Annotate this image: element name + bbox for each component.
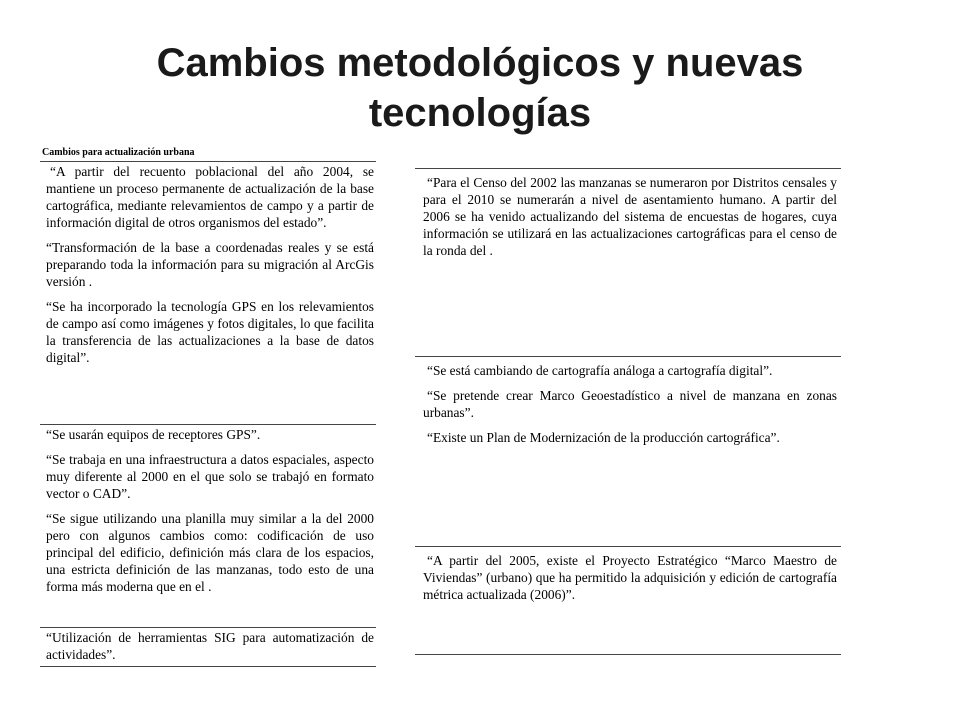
table-cell: [40, 425, 376, 628]
slide-title-line-1: Cambios metodológicos y nuevas: [156, 41, 804, 85]
paragraph: “Se ha incorporado la tecnología GPS en los relevamientos de campo así como imágenes y fotos digitales, lo que facilita la transferencia de las actualizaciones a la base de datos digital”.: [46, 299, 374, 365]
paragraph: “Transformación de la base a coordenadas reales y se está preparando toda la información para su migración al ArcGis versión .: [46, 240, 374, 289]
paragraph: “Para el Censo del 2002 las manzanas se numeraron por Distritos censales y para el 2010 se numerarán a nivel de asentamiento humano. A partir del 2006 se ha venido actualizando del sistema de encuestas de hogares, cuya información se utilizará en las actualizaciones cartográficas para el censo de la ronda del .: [423, 175, 837, 258]
table-cell: [40, 162, 376, 425]
table-cell: [415, 168, 841, 356]
paragraph: “Se usarán equipos de receptores GPS”.: [46, 427, 261, 442]
slide-title: [80, 38, 880, 138]
paragraph: “Se sigue utilizando una planilla muy similar a la del 2000 pero con algunos cambios como: codificación de uso principal del edificio, definición más clara de los espacios, una estricta definición de las manzanas, todo esto de una forma más moderna que en el .: [46, 511, 374, 594]
paragraph: “Existe un Plan de Modernización de la producción cartográfica”.: [427, 430, 780, 445]
paragraph: “Se pretende crear Marco Geoestadístico a nivel de manzana en zonas urbanas”.: [423, 388, 837, 420]
table-cell: [415, 356, 841, 546]
paragraph: “Utilización de herramientas SIG para automatización de actividades”.: [46, 630, 374, 662]
slide-title-line-2: tecnologías: [368, 91, 592, 135]
table-header: Cambios para actualización urbana: [40, 146, 376, 162]
left-column-table: [40, 146, 376, 667]
paragraph: “A partir del 2005, existe el Proyecto Estratégico “Marco Maestro de Viviendas” (urbano) que ha permitido la adquisición y edición de cartografía métrica actualizada (2006)”.: [423, 553, 837, 602]
table-cell: [415, 546, 841, 655]
paragraph: “Se está cambiando de cartografía análoga a cartografía digital”.: [427, 363, 773, 378]
paragraph: “A partir del recuento poblacional del año 2004, se mantiene un proceso permanente de actualización de la base cartográfica, mediante relevamientos de campo y a partir de información digital de otros organismos del estado”.: [46, 164, 374, 230]
paragraph: “Se trabaja en una infraestructura a datos espaciales, aspecto muy diferente al 2000 en el que solo se trabajó en formato vector o CAD”.: [46, 452, 374, 501]
table-cell: [40, 628, 376, 667]
